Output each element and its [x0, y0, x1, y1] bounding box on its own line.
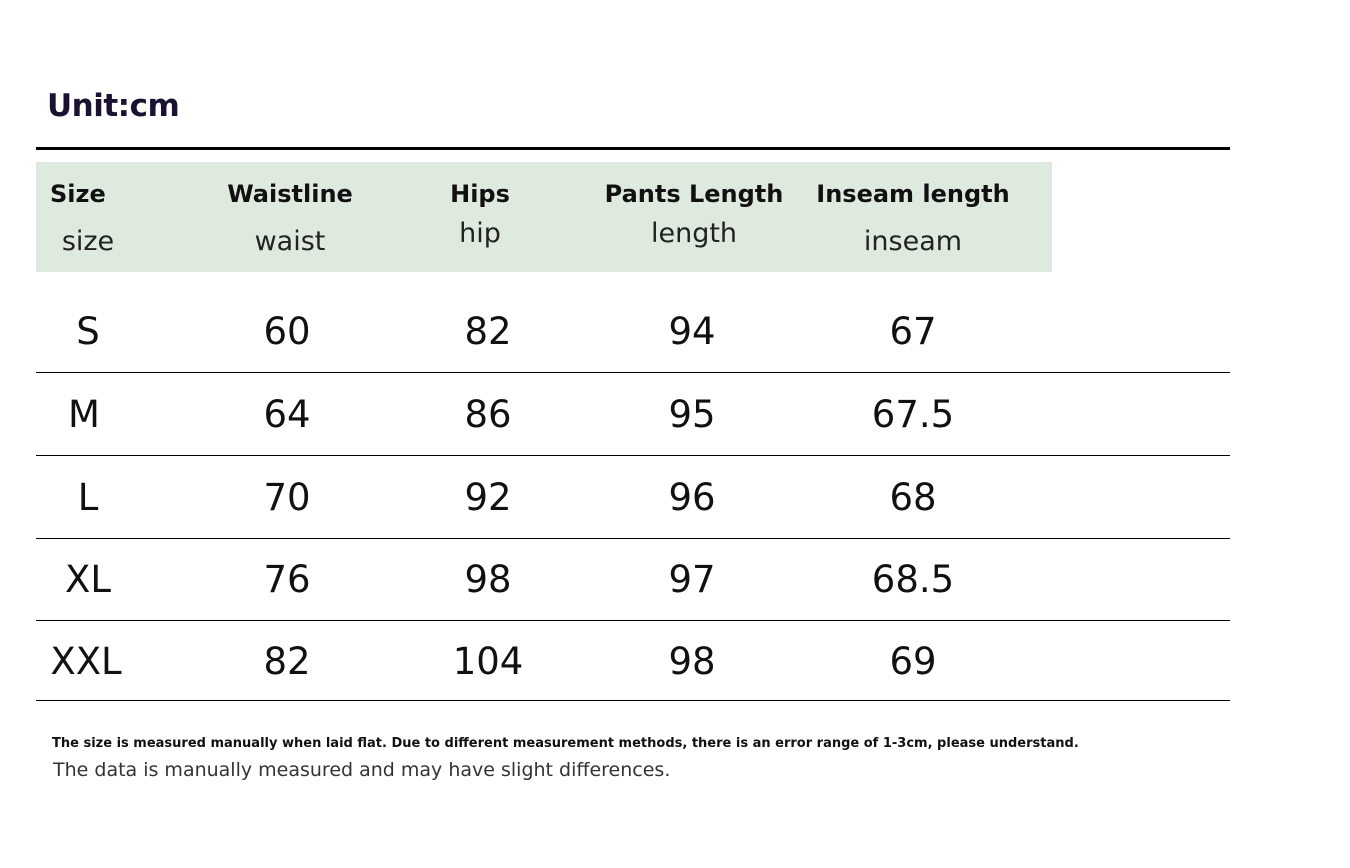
- unit-title: Unit:cm: [47, 88, 180, 124]
- measurement-note: The size is measured manually when laid flat. Due to different measurement methods, there is an error range of 1-3cm, please understand.: [52, 736, 1079, 751]
- header-size: [38, 162, 138, 272]
- cell-inseam-length: 68: [889, 476, 937, 519]
- header-pants-length: [584, 162, 804, 272]
- cell-waistline: 82: [263, 640, 311, 683]
- top-divider: [36, 147, 1230, 150]
- row-divider: [36, 455, 1230, 456]
- header-label: Inseam length: [816, 180, 1010, 208]
- cell-size: XL: [65, 558, 111, 601]
- disclaimer-note: The data is manually measured and may have slight differences.: [53, 759, 671, 781]
- header-label: Hips: [450, 180, 510, 208]
- cell-pants-length: 97: [668, 558, 716, 601]
- cell-hips: 92: [464, 476, 512, 519]
- header-sublabel: size: [61, 226, 115, 257]
- cell-pants-length: 96: [668, 476, 716, 519]
- cell-inseam-length: 67.5: [871, 393, 955, 436]
- header-waistline: [190, 162, 390, 272]
- row-divider: [36, 620, 1230, 621]
- row-divider: [36, 372, 1230, 373]
- header-label: Waistline: [227, 180, 353, 208]
- cell-waistline: 76: [263, 558, 311, 601]
- header-hips: [410, 162, 550, 272]
- cell-pants-length: 94: [668, 310, 716, 353]
- cell-hips: 98: [464, 558, 512, 601]
- cell-waistline: 70: [263, 476, 311, 519]
- cell-inseam-length: 67: [889, 310, 937, 353]
- row-divider: [36, 538, 1230, 539]
- cell-waistline: 60: [263, 310, 311, 353]
- cell-pants-length: 95: [668, 393, 716, 436]
- table-header: [36, 162, 1052, 272]
- cell-size: L: [77, 476, 99, 519]
- header-label: Pants Length: [604, 180, 784, 208]
- header-sublabel: inseam: [863, 226, 963, 257]
- cell-waistline: 64: [263, 393, 311, 436]
- cell-hips: 82: [464, 310, 512, 353]
- cell-size: XXL: [50, 640, 122, 683]
- header-sublabel: length: [650, 218, 738, 249]
- bottom-divider: [36, 700, 1230, 701]
- cell-inseam-length: 68.5: [871, 558, 955, 601]
- cell-size: M: [68, 393, 100, 436]
- header-inseam-length: [806, 162, 1020, 272]
- header-label: Size: [50, 180, 106, 208]
- header-sublabel: hip: [459, 218, 501, 249]
- cell-hips: 86: [464, 393, 512, 436]
- cell-size: S: [76, 310, 100, 353]
- cell-hips: 104: [452, 640, 524, 683]
- header-sublabel: waist: [254, 226, 326, 257]
- cell-inseam-length: 69: [889, 640, 937, 683]
- cell-pants-length: 98: [668, 640, 716, 683]
